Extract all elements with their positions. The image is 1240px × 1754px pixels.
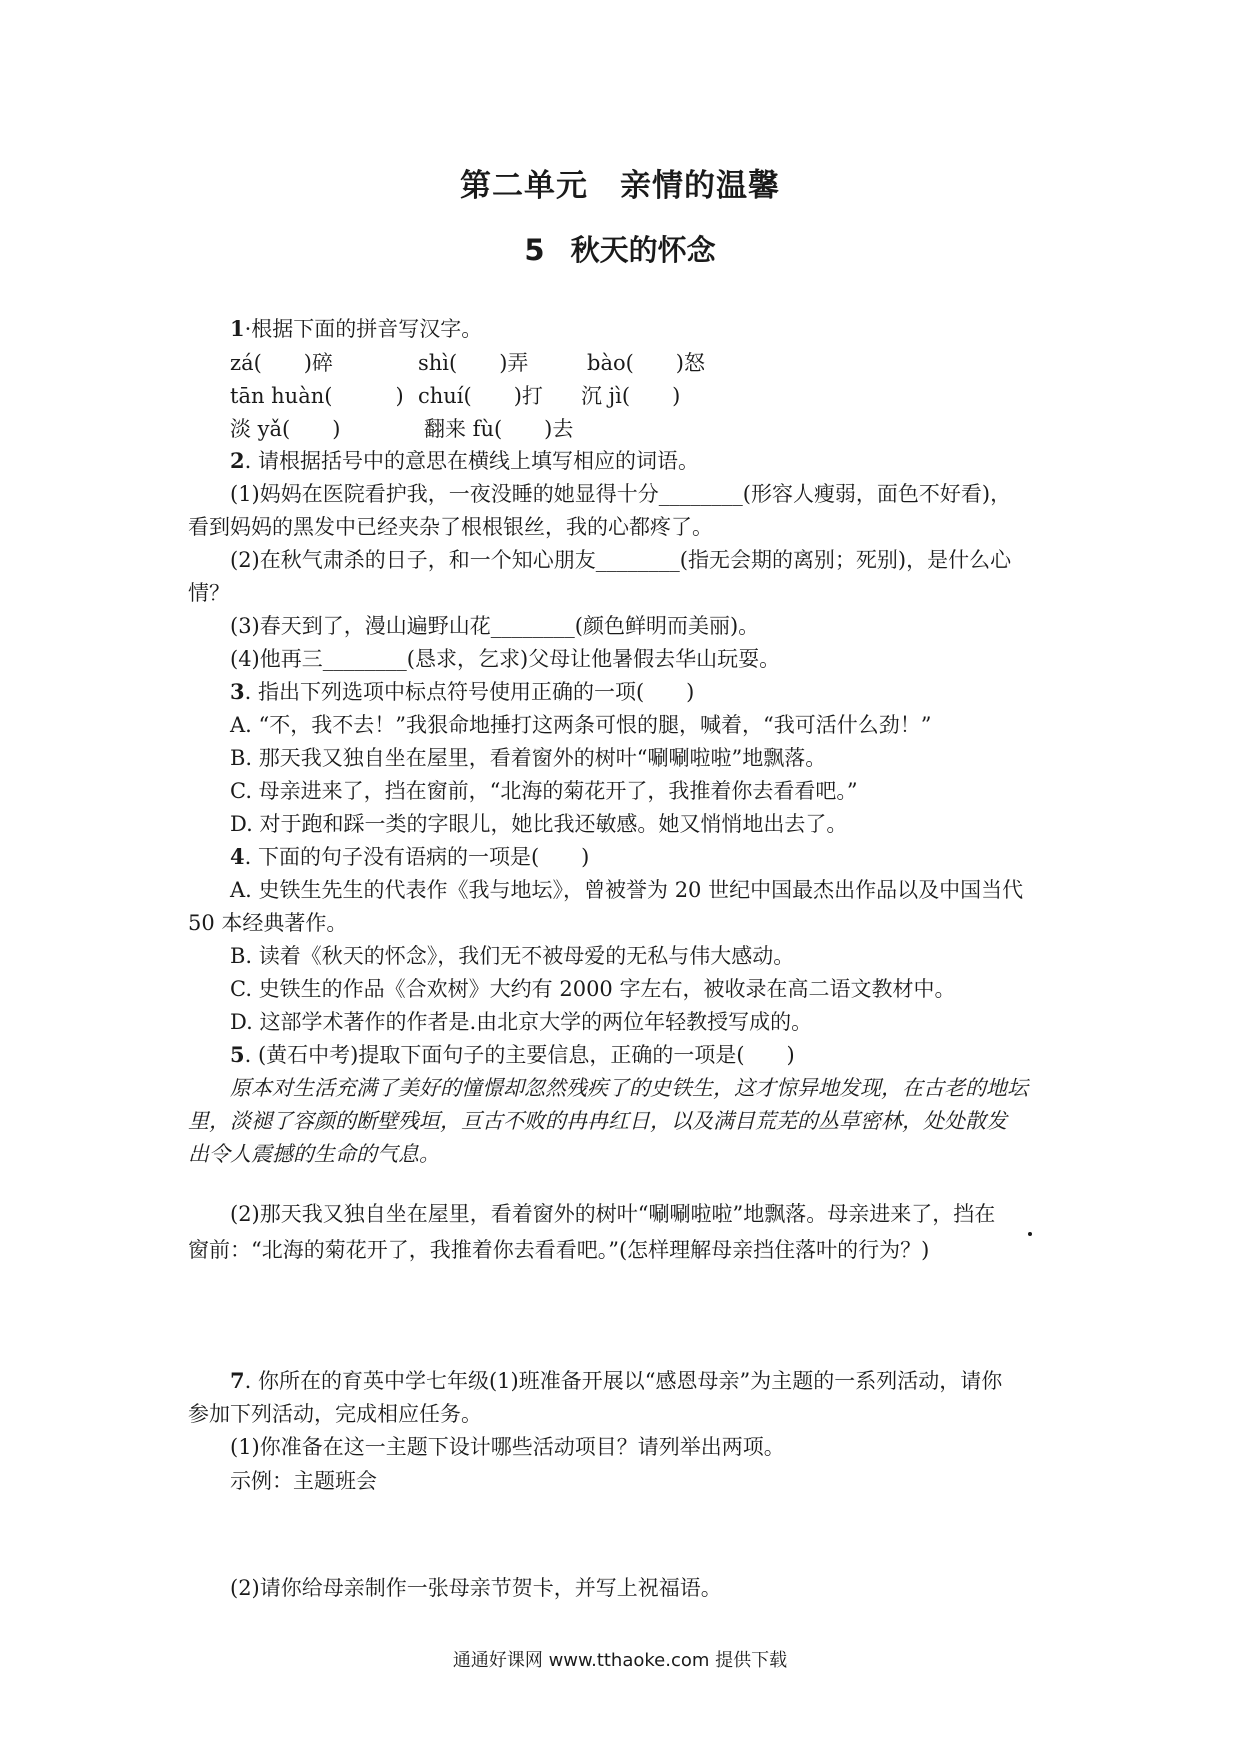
q3-stem-text: . 指出下列选项中标点符号使用正确的一项( ): [244, 680, 695, 704]
q4-option-d: D. 这部学术著作的作者是.由北京大学的两位年轻教授写成的。: [230, 1010, 813, 1034]
q4-option-b: B. 读着《秋天的怀念》，我们无不被母爱的无私与伟大感动。: [230, 944, 795, 968]
q5-passage-line: 里，淡褪了容颜的断壁残垣，亘古不败的冉冉红日，以及满目荒芜的丛草密林，处处散发: [188, 1109, 1007, 1133]
q2-sentence-2-cont: 情？: [188, 581, 230, 605]
q3-option-c: C. 母亲进来了，挡在窗前，“北海的菊花开了，我推着你去看看吧。”: [230, 779, 858, 803]
q4-stem-text: . 下面的句子没有语病的一项是( ): [244, 845, 590, 869]
q1-pinyin-item: 淡 yǎ( ): [230, 417, 341, 441]
emphasis-dot: [1028, 1232, 1032, 1236]
q7-sub-2: (2)请你给母亲制作一张母亲节贺卡，并写上祝福语。: [230, 1576, 722, 1600]
q7-number: 7: [230, 1368, 245, 1393]
lesson-title-text: 秋天的怀念: [570, 233, 716, 267]
footer-source: 通通好课网 www.tthaoke.com 提供下载: [452, 1650, 788, 1671]
q2-sentence-4: (4)他再三________(恳求，乞求)父母让他暑假去华山玩耍。: [230, 647, 781, 671]
q4-option-c: C. 史铁生的作品《合欢树》大约有 2000 字左右，被收录在高二语文教材中。: [230, 977, 956, 1001]
q5-number: 5: [230, 1042, 245, 1067]
q2-sentence-2: (2)在秋气肃杀的日子，和一个知心朋友________(指无会期的离别；死别)，是什么心: [230, 548, 1012, 572]
q3-option-a: A. “不，我不去！”我狠命地捶打这两条可恨的腿，喊着，“我可活什么劲！”: [230, 713, 932, 737]
q3-option-d: D. 对于跑和踩一类的字眼儿，她比我还敏感。她又悄悄地出去了。: [230, 812, 848, 836]
q7-stem-cont: 参加下列活动，完成相应任务。: [188, 1402, 482, 1426]
q3-option-b: B. 那天我又独自坐在屋里，看着窗外的树叶“唰唰啦啦”地飘落。: [230, 746, 827, 770]
q4-number: 4: [230, 844, 245, 869]
q6-sentence: (2)那天我又独自坐在屋里，看着窗外的树叶“唰唰啦啦”地飘落。母亲进来了，挡在: [230, 1202, 996, 1226]
q6-sentence-cont: 窗前：“北海的菊花开了，我推着你去看看吧。”(怎样理解母亲挡住落叶的行为？): [188, 1238, 930, 1262]
q2-stem: [230, 447, 699, 475]
q1-number: 1: [230, 316, 245, 341]
q1-pinyin-item: shì( )弄: [418, 351, 529, 375]
q5-passage-line: 出令人震撼的生命的气息。: [188, 1142, 440, 1166]
q1-pinyin-item: tān huàn( ): [230, 384, 404, 408]
q5-stem: [230, 1041, 795, 1069]
q7-sub-1: (1)你准备在这一主题下设计哪些活动项目？请列举出两项。: [230, 1435, 785, 1459]
q3-stem: [230, 678, 694, 706]
q2-sentence-1-cont: 看到妈妈的黑发中已经夹杂了根根银丝，我的心都疼了。: [188, 515, 713, 539]
q4-option-a: A. 史铁生先生的代表作《我与地坛》，曾被誉为 20 世纪中国最杰出作品以及中国当代: [230, 878, 1024, 902]
q2-number: 2: [230, 448, 245, 473]
q2-sentence-1: (1)妈妈在医院看护我，一夜没睡的她显得十分________(形容人瘦弱，面色不好看)，: [230, 482, 1012, 506]
q1-pinyin-item: chuí( )打: [418, 384, 543, 408]
unit-title: 第二单元 亲情的温馨: [460, 168, 780, 204]
q3-number: 3: [230, 679, 245, 704]
q2-stem-text: . 请根据括号中的意思在横线上填写相应的词语。: [244, 449, 699, 473]
q2-sentence-3: (3)春天到了，漫山遍野山花________(颜色鲜明而美丽)。: [230, 614, 760, 638]
q1-stem-text: ·根据下面的拼音写汉字。: [244, 317, 483, 341]
q1-stem: [230, 315, 482, 343]
q1-pinyin-item: zá( )碎: [230, 351, 333, 375]
q1-pinyin-item: 沉 jì( ): [581, 384, 681, 408]
q7-stem-text: . 你所在的育英中学七年级(1)班准备开展以“感恩母亲”为主题的一系列活动，请你: [244, 1369, 1003, 1393]
q5-passage-line: 原本对生活充满了美好的憧憬却忽然残疾了的史铁生，这才惊异地发现，在古老的地坛: [230, 1076, 1028, 1100]
q7-stem: [230, 1367, 1002, 1395]
q7-example: 示例：主题班会: [230, 1469, 377, 1493]
q4-stem: [230, 843, 589, 871]
q4-option-a-cont: 50 本经典著作。: [188, 911, 348, 935]
lesson-title: [0, 228, 1240, 269]
q1-pinyin-item: bào( )怒: [587, 351, 705, 375]
q5-stem-text: . (黄石中考)提取下面句子的主要信息，正确的一项是( ): [244, 1043, 795, 1067]
q1-pinyin-item: 翻来 fù( )去: [424, 417, 574, 441]
lesson-number: 5: [524, 233, 545, 267]
